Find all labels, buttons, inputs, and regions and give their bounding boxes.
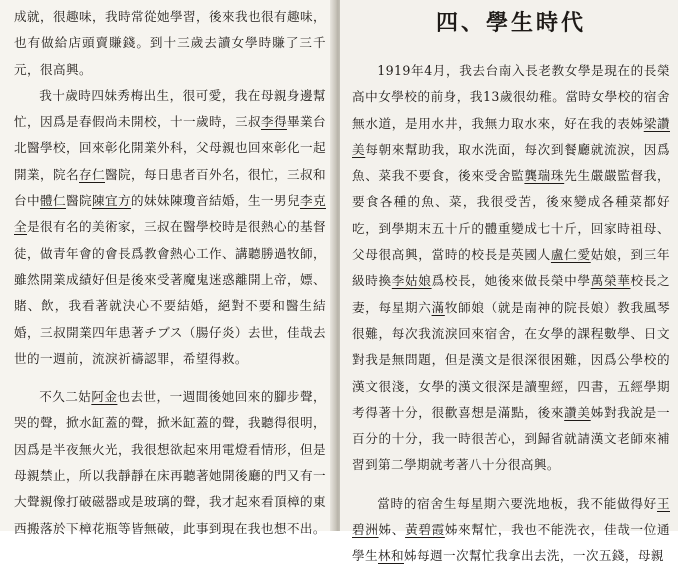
underlined-name: 讚美 xyxy=(564,404,591,420)
left-page xyxy=(0,0,336,536)
left-paragraph-3: 不久二姑阿金也去世，一週間後她回來的腳步聲，哭的聲，掀水缸蓋的聲，掀米缸蓋的聲，我聽得很明，因爲是半夜無火光，我很想欲起來用電燈看情形，但是母親禁止，所以我靜靜在床再聽著她開後廳的門又有一大聲親像打破磁器或是玻璃的聲，我才起來看頂樟的東西搬落於下樟花瓶等皆無破，此事到現在我也想不出。 xyxy=(14,389,326,536)
underlined-name: 李得 xyxy=(260,114,287,130)
underlined-name: 王碧洲 xyxy=(352,495,670,538)
underlined-name: 龔瑞珠 xyxy=(524,168,565,184)
right-page xyxy=(340,0,678,564)
underlined-name: 盧仁愛 xyxy=(550,247,591,263)
underlined-name: 林和 xyxy=(378,548,404,564)
left-paragraph-1: 成就，很趣味，我時常從她學習，後來我也很有趣味，也有做給店頭賣賺錢。到十三歲去讀女學時賺了三千元，很高興。 xyxy=(14,9,326,77)
underlined-name: 阿金 xyxy=(91,389,118,405)
right-paragraph-2: 當時的宿舍生每星期六要洗地板，我不能做得好王碧洲姊、黃碧霞姊來幫忙，我也不能洗衣，佳哉一位通學生林和姊每週一次幫忙我拿出去洗，一次五錢，母親 xyxy=(352,495,670,564)
underlined-name: 滿 xyxy=(431,299,445,315)
underlined-name: 黃碧霞 xyxy=(405,522,445,538)
underlined-name: 梁讚美 xyxy=(352,115,670,157)
underlined-name: 體仁 xyxy=(40,193,66,209)
paragraph-gap xyxy=(352,479,670,491)
underlined-name: 萬榮華 xyxy=(590,273,631,289)
left-paragraph-2: 我十歲時四妹秀梅出生，很可愛，我在母親身邊幫忙，因爲是春假尚未開校，十一歲時，三叔李得畢業台北醫學校，回來彰化開業外科，父母親也回來彰化一起開業，院名存仁醫院，每日患者百外名，很忙，三叔和台中體仁醫院陳宜方的妹妹陳瓊音結婚，生一男兒李克全是很有名的美術家，三叔在醫學校時是很熱心的基督徒，做青年會的會長爲教會熱心工作、講聽勝過牧師，雖然開業成績好但是後來受著魔鬼迷惑離開上帝，嫖、賭、飲，我看著就決心不要結婚，絕對不要和醫生結婚，三叔開業四年患著チブス（腸仔炎）去世，佳哉去世的一週前，流淚祈禱認罪，希望得救。 xyxy=(14,87,326,366)
underlined-name: 陳宜方 xyxy=(92,193,131,209)
chapter-title: 四、學生時代 xyxy=(435,10,586,36)
paragraph-gap xyxy=(14,372,326,384)
underlined-name: 存仁 xyxy=(79,166,105,182)
underlined-name: 李姑娘 xyxy=(391,273,432,289)
underlined-name: 李克全 xyxy=(14,193,326,235)
right-paragraph-1: 1919年4月，我去台南入長老教女學是現在的長榮高中女學校的前身，我13歲很幼稚。當時女學校的宿舍無水道，是用水井，我無力取水來，好在我的表姊梁讚美每朝來幫助我，取水洗面，每次到餐廳就流淚，因爲魚、菜我不要食，後來受舍監龔瑞珠先生嚴嚴監督我，要食各種的魚、菜，我很受苦，後來變成各種菜都好吃，到學期末五十斤的體重變成七十斤，回家時祖母、父母很高興，當時的校長是英國人盧仁愛姑娘，到三年級時換李姑娘爲校長，她後來做長榮中學萬榮華校長之妻，每星期六滿牧師娘（就是南神的院長娘）教我風琴很難，每次我流淚回來宿舍，在女學的課程數學、日文對我是無問題，但是漢文是很深很困難，因爲公學校的漢文很淺，女學的漢文很深是讀聖經，四書，五經學期考得著十分，很歡喜想是滿點，後來讚美姊對我說是一百分的十分，我一時很苦心，到歸省就請漢文老師來補習到第二學期就考著八十分很高興。 xyxy=(352,63,671,473)
